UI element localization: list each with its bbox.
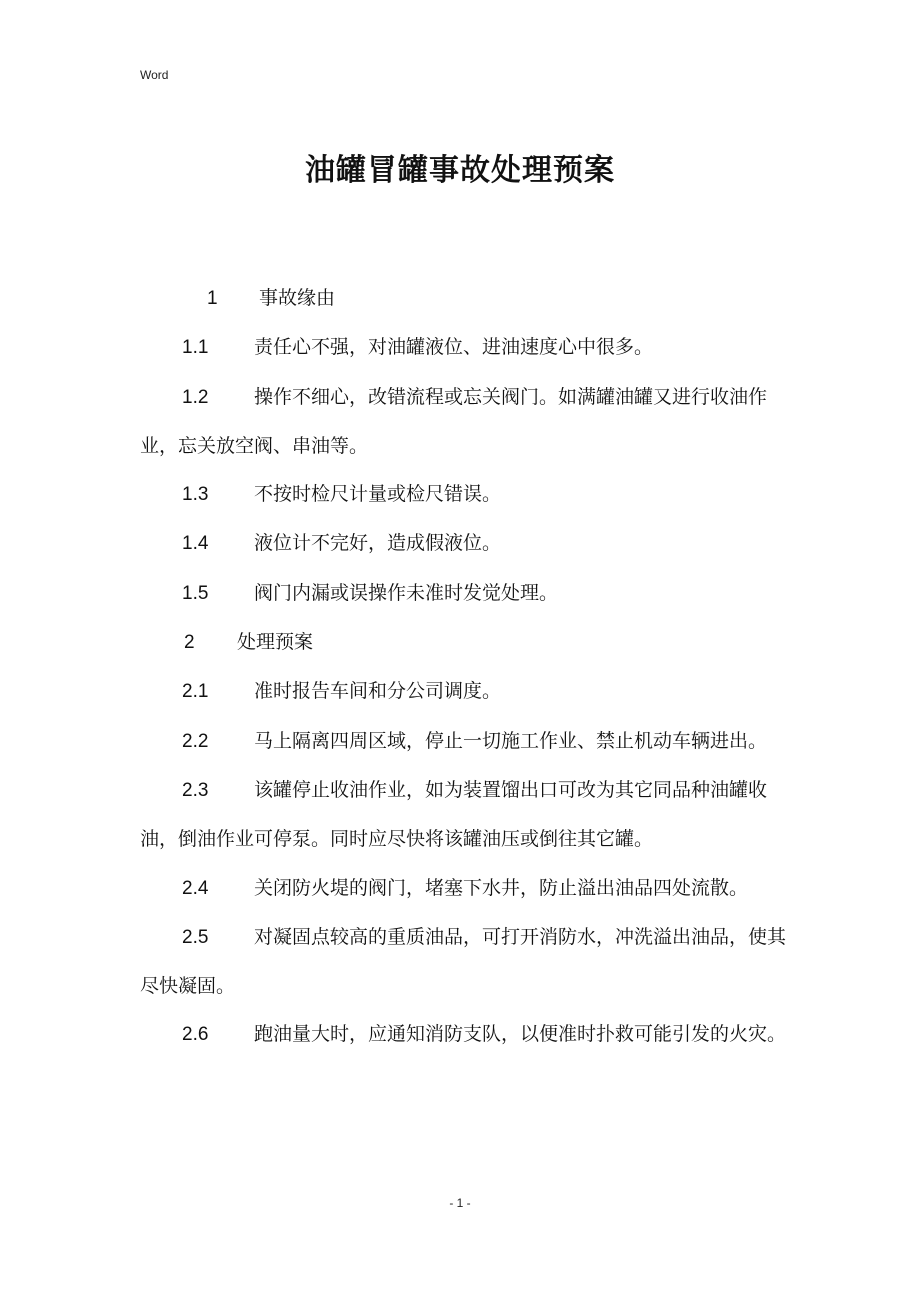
- list-item: [140, 373, 792, 471]
- item-text: 操作不细心，改错流程或忘关阀门。如满罐油罐又进行收油作业，忘关放空阀、串油等。: [140, 385, 768, 457]
- item-text: 不按时检尺计量或检尺错误。: [254, 483, 502, 506]
- section-heading: [140, 618, 792, 667]
- item-number: 2.6: [182, 1024, 209, 1046]
- document-title: 油罐冒罐事故处理预案: [305, 153, 615, 188]
- item-text: 关闭防火堤的阀门，堵塞下水井，防止溢出油品四处流散。: [254, 876, 749, 899]
- document-body: [140, 274, 792, 1060]
- item-text: 准时报告车间和分公司调度。: [254, 680, 502, 703]
- item-number: 1.1: [182, 337, 209, 359]
- item-number: 2.3: [182, 779, 209, 801]
- section-number: 2: [184, 632, 195, 654]
- list-item: [140, 717, 792, 766]
- section-heading-text: 处理预案: [237, 631, 314, 654]
- section-heading: [140, 274, 792, 323]
- list-item: [140, 323, 792, 372]
- list-item: [140, 519, 792, 568]
- section-heading-text: 事故缘由: [259, 287, 336, 309]
- list-item: [140, 766, 792, 864]
- item-number: 1.3: [182, 484, 209, 506]
- item-text: 该罐停止收油作业，如为装置馏出口可改为其它同品种油罐收油，倒油作业可停泵。同时应尽快将该罐油压或倒往其它罐。: [140, 778, 768, 851]
- header-label: Word: [140, 68, 169, 82]
- item-number: 2.5: [182, 926, 209, 948]
- item-number: 2.4: [182, 877, 209, 899]
- item-text: 马上隔离四周区域，停止一切施工作业、禁止机动车辆进出。: [254, 729, 768, 752]
- list-item: [140, 569, 792, 618]
- list-item: [140, 913, 792, 1011]
- item-number: 1.4: [182, 533, 209, 555]
- list-item: [140, 864, 792, 913]
- item-text: 液位计不完好，造成假液位。: [254, 532, 502, 555]
- section-number: 1: [207, 288, 218, 309]
- item-text: 对凝固点较高的重质油品，可打开消防水，冲洗溢出油品，使其尽快凝固。: [140, 925, 787, 998]
- item-text: 跑油量大时，应通知消防支队，以便准时扑救可能引发的火灾。: [254, 1023, 787, 1046]
- item-text: 阀门内漏或误操作未准时发觉处理。: [254, 581, 559, 604]
- list-item: [140, 667, 792, 716]
- item-text: 责任心不强，对油罐液位、进油速度心中很多。: [254, 336, 654, 359]
- item-number: 2.2: [182, 730, 209, 752]
- list-item: [140, 1010, 792, 1059]
- item-number: 1.2: [182, 386, 209, 408]
- item-number: 1.5: [182, 582, 209, 604]
- list-item: [140, 470, 792, 519]
- page-number: - 1 -: [449, 1196, 471, 1210]
- item-number: 2.1: [182, 681, 209, 703]
